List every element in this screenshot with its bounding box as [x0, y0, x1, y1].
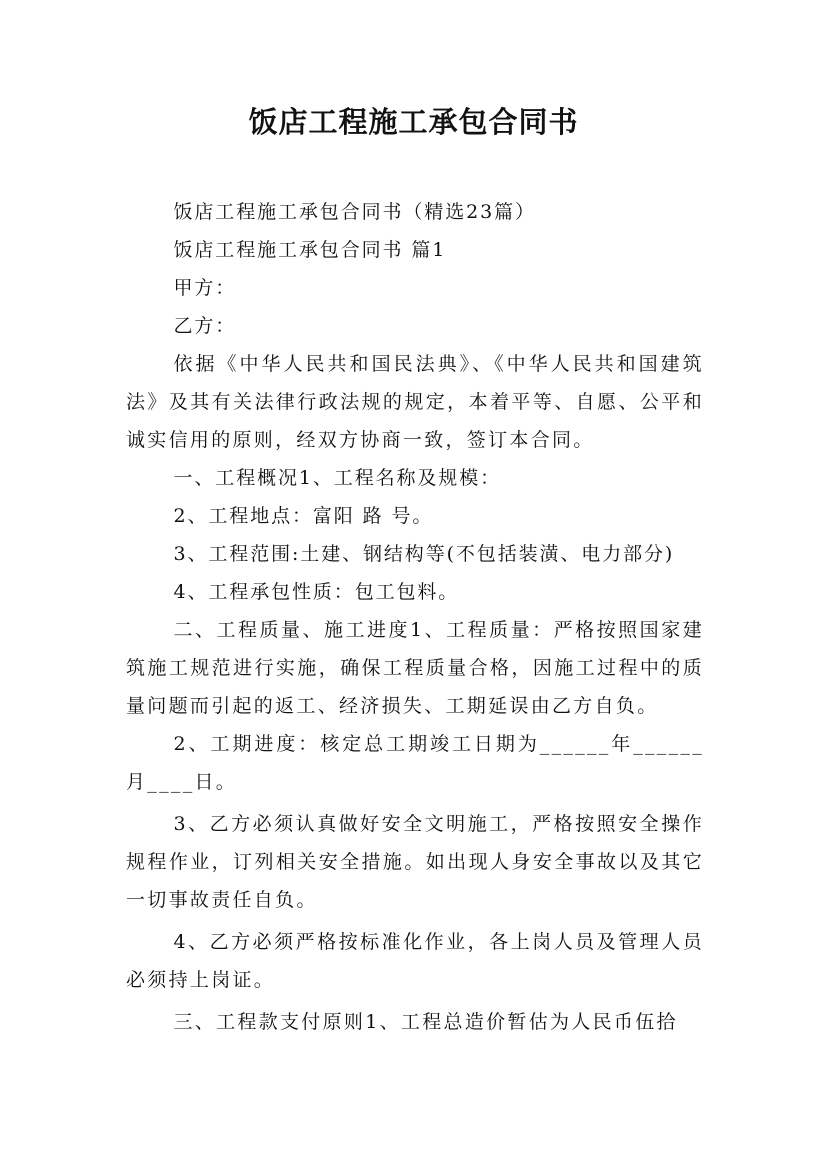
paragraph-quality-progress: 二、工程质量、施工进度1、工程质量：严格按照国家建筑施工规范进行实施，确保工程质量合格，因施工过程中的质量问题而引起的返工、经济损失、工期延误由乙方自负。 [126, 619, 704, 717]
paragraph-project-location: 2、工程地点：富阳 路 号。 [173, 505, 434, 527]
paragraph-project-scope: 3、工程范围:土建、钢结构等(不包括装潢、电力部分) [173, 543, 675, 565]
paragraph-party-b: 乙方： [173, 315, 237, 337]
paragraph-preamble: 依据《中华人民共和国民法典》、《中华人民共和国建筑法》及其有关法律行政法规的规定，本着平等、自愿、公平和诚实信用的原则，经双方协商一致，签订本合同。 [126, 353, 704, 451]
paragraph-standardization: 4、乙方必须严格按标准化作业，各上岗人员及管理人员必须持上岗证。 [126, 931, 704, 991]
paragraph-contract-nature: 4、工程承包性质：包工包料。 [173, 581, 460, 603]
paragraph-project-overview: 一、工程概况1、工程名称及规模： [173, 467, 501, 489]
document-title: 饭店工程施工承包合同书 [248, 105, 579, 139]
document-body [126, 193, 704, 1041]
paragraph-subtitle: 饭店工程施工承包合同书（精选23篇） [173, 201, 536, 223]
paragraph-schedule: 2、工期进度：核定总工期竣工日期为______年______月____日。 [126, 733, 704, 793]
paragraph-party-a: 甲方： [173, 277, 237, 299]
paragraph-safety: 3、乙方必须认真做好安全文明施工，严格按照安全操作规程作业，订列相关安全措施。如出现人身安全事故以及其它一切事故责任自负。 [126, 813, 704, 911]
paragraph-section-heading: 饭店工程施工承包合同书 篇1 [173, 239, 447, 261]
paragraph-payment: 三、工程款支付原则1、工程总造价暂估为人民币伍拾 [173, 1011, 678, 1033]
